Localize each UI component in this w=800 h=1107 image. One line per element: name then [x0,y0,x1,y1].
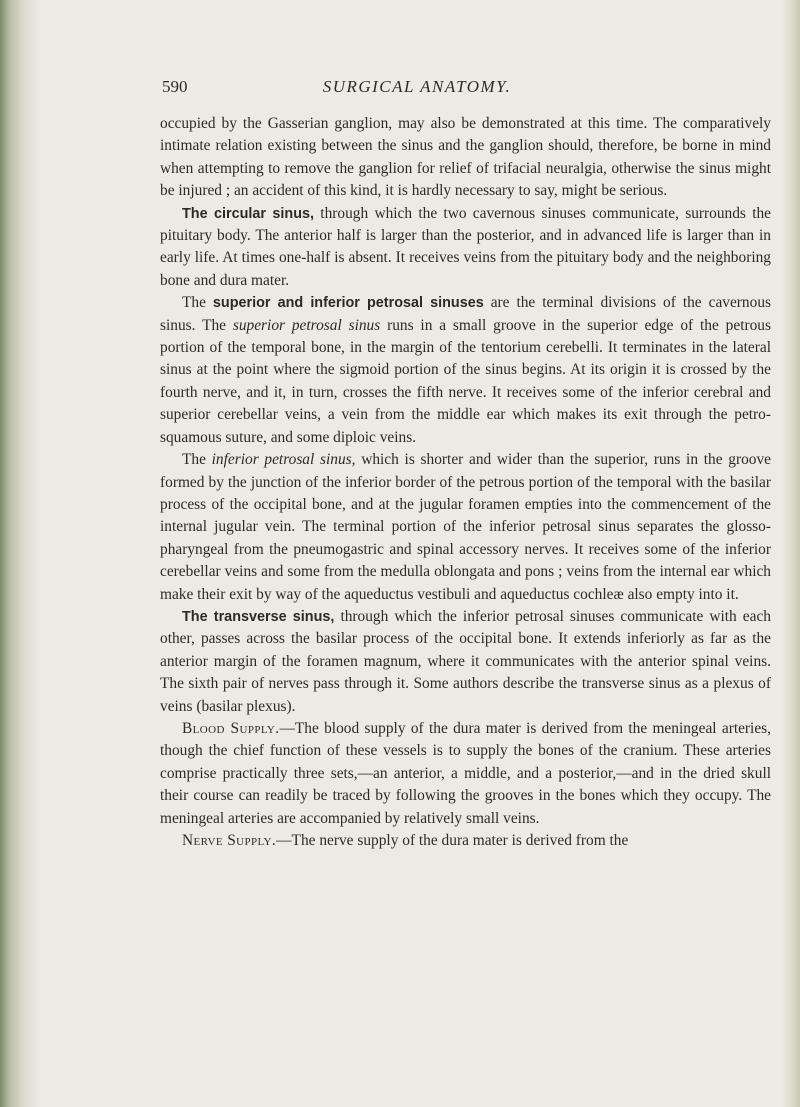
heading-blood-supply: Blood Supply. [182,719,280,737]
italic-superior-petrosal-sinus: superior petrosal sinus [232,316,381,334]
paragraph-gasserian [160,113,771,203]
page-header [112,75,722,99]
paragraph-text: occupied by the Gasserian ganglion, may also be demonstrated at this time. The comparatively intimate relation existing between the sinus and the ganglion should, therefore, be borne in mind when attempting to remove the ganglion for relief of trifacial neuralgia, otherwise the sinus might be injured ; an accident of this kind, it is hardly necessary to say, might be serious. [160,115,771,200]
page-edge-shadow [782,0,800,1107]
paragraph-text: through which the two cavernous sinuses communicate, surrounds the pituitary body. The anterior half is larger than the posterior, and in advanced life is larger than in early life. At times one-half is absent. It receives veins from the pituitary body and the neighboring bone and dura mater. [160,204,772,289]
page-binding-shadow [0,0,40,1107]
paragraph-lead: The [182,294,213,312]
heading-nerve-supply: Nerve Supply. [182,832,277,849]
paragraph-text: —The blood supply of the dura mater is derived from the meningeal arteries, though the chief function of these vessels is to supply the bones of the cranium. These arteries comprise practically three sets,—an anterior, a middle, and a posterior,—and in the dried skull their course can readily be traced by following the grooves in the bones which they occupy. The meningeal arteries are accompanied by relatively small veins. [160,719,772,827]
paragraph-text: through which the inferior petrosal sinuses communicate with each other, passes across the basilar process of the occipital bone. It extends inferiorly as far as the anterior margin of the foramen magnum, where it communicates with the anterior spinal veins. The sixth pair of nerves pass through it. Some authors describe the transverse sinus as a plexus of veins (basilar plexus). [160,607,771,715]
paragraph-text: runs in a small groove in the superior edge of the petrous portion of the temporal bone, in the margin of the tentorium cerebelli. It terminates in the lateral sinus at the point where the sigmoid portion of the sinus begins. At its origin it is crossed by the fourth nerve, and it, in turn, crosses the fifth nerve. It receives some of the inferior cerebral and superior cerebellar veins, a vein from the middle ear which makes its exit through the petro-squamous suture, and some diploic veins. [160,316,771,446]
term-petrosal-sinuses: superior and inferior petrosal sinuses [212,295,484,312]
paragraph-text: which is shorter and wider than the superior, runs in the groove formed by the junction of the inferior border of the petrous portion of the temporal with the basilar process of the occipital bone, and at the jugular foramen empties into the commencement of the internal jugular vein. The terminal portion of the inferior petrosal sinus separates the glosso-pharyngeal from the pneumogastric and spinal accessory nerves. It receives some of the inferior cerebellar veins and some from the medulla oblongata and pons ; veins from the internal ear which make their exit by way of the aqueductus vestibuli and aqueductus cochleæ also empty into it. [160,451,771,603]
page-number: 590 [162,77,188,96]
paragraph-text: —The nerve supply of the dura mater is derived from the [276,832,629,849]
term-circular-sinus: The circular sinus, [182,205,315,222]
paragraph-text: are the terminal divisions of the cavernous sinus. The [160,294,771,334]
paragraph-inferior-petrosal-sinus [160,449,771,606]
paragraph-transverse-sinus [160,606,771,718]
paragraph-circular-sinus [160,203,771,293]
paragraph-blood-supply [160,718,771,830]
term-transverse-sinus: The transverse sinus, [182,608,335,625]
body-text [160,113,771,852]
italic-inferior-petrosal-sinus: inferior petrosal sinus, [211,451,356,469]
running-title: SURGICAL ANATOMY. [322,77,512,96]
paragraph-nerve-supply [160,830,771,852]
paragraph-lead: The [182,451,212,469]
paragraph-petrosal-sinuses [160,292,771,449]
